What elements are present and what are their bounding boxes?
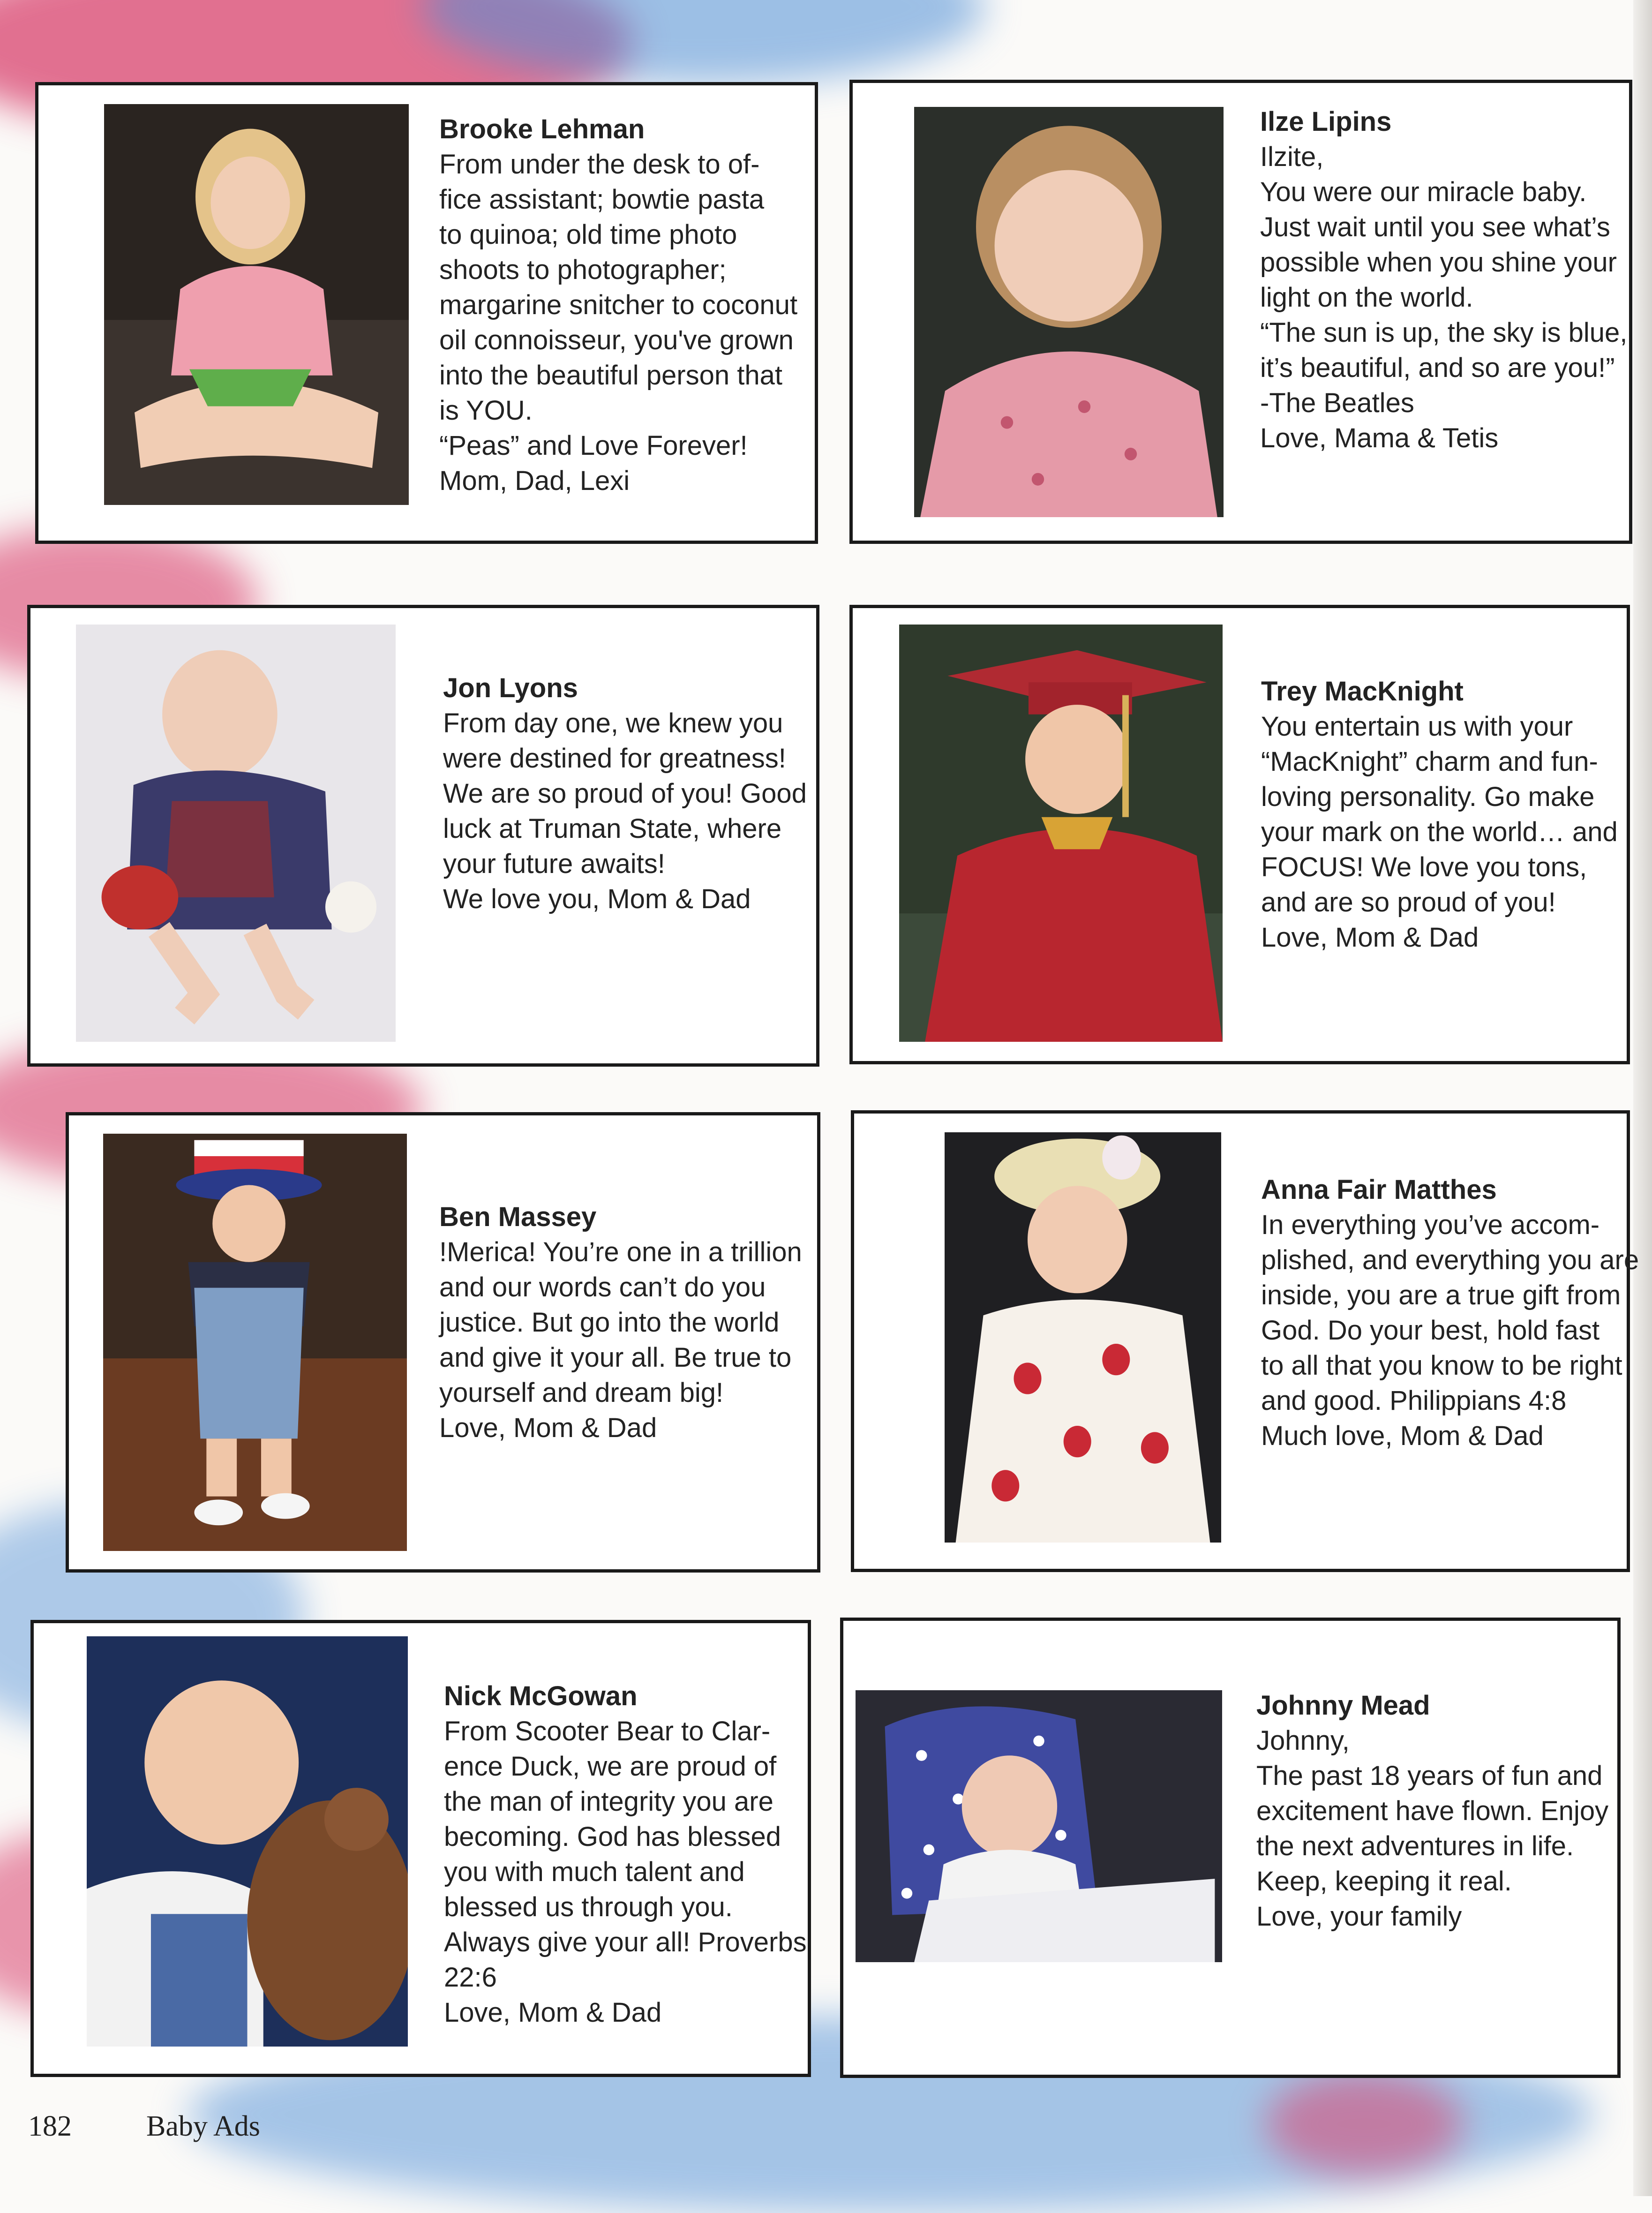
ad-line: plished, and everything you are (1261, 1245, 1639, 1275)
baby-photo (899, 625, 1223, 1042)
baby-photo (104, 104, 409, 505)
ad-line: to all that you know to be right (1261, 1350, 1622, 1381)
ad-line: “MacKnight” charm and fun- (1261, 746, 1598, 777)
ad-line: God. Do your best, hold fast (1261, 1315, 1600, 1346)
ad-line: Love, Mom & Dad (1261, 922, 1479, 953)
ad-line: From day one, we knew you (443, 708, 783, 738)
ad-line: and are so proud of you! (1261, 887, 1556, 918)
ad-line: Much love, Mom & Dad (1261, 1421, 1544, 1451)
ad-line: You entertain us with your (1261, 711, 1573, 742)
ad-line: possible when you shine your (1260, 247, 1617, 278)
ad-line: -The Beatles (1260, 388, 1414, 418)
ad-line: becoming. God has blessed (444, 1822, 781, 1852)
ad-line: blessed us through you. (444, 1892, 733, 1922)
ad-line: Just wait until you see what’s (1260, 212, 1610, 242)
ad-text (439, 1199, 802, 1445)
ad-line: From under the desk to of- (439, 149, 760, 180)
ad-line: shoots to photographer; (439, 255, 727, 285)
ad-line: into the beautiful person that (439, 360, 782, 391)
ad-text (1256, 1688, 1608, 1934)
ad-line: In everything you’ve accom- (1261, 1210, 1600, 1240)
ad-line: and give it your all. Be true to (439, 1342, 792, 1373)
ad-text (1261, 674, 1618, 955)
section-title: Baby Ads (146, 2110, 260, 2142)
ad-line: excitement have flown. Enjoy (1256, 1796, 1609, 1826)
ad-text (1261, 1172, 1639, 1453)
ad-line: inside, you are a true gift from (1261, 1280, 1621, 1310)
ad-line: We are so proud of you! Good (443, 778, 807, 809)
ad-name: Ben Massey (439, 1202, 597, 1232)
ad-name: Nick McGowan (444, 1681, 638, 1711)
ad-line: Love, your family (1256, 1901, 1462, 1932)
ad-name: Trey MacKnight (1261, 676, 1464, 707)
ad-name: Ilze Lipins (1260, 106, 1392, 137)
ad-line: Mom, Dad, Lexi (439, 466, 630, 496)
ad-line: and our words can’t do you (439, 1272, 766, 1302)
ad-name: Johnny Mead (1256, 1690, 1430, 1721)
ad-line: is YOU. (439, 395, 533, 426)
ad-line: Keep, keeping it real. (1256, 1866, 1512, 1897)
ad-line: you with much talent and (444, 1857, 745, 1887)
ad-name: Anna Fair Matthes (1261, 1174, 1497, 1205)
pink-splash (1266, 2072, 1463, 2175)
ad-line: !Merica! You’re one in a trillion (439, 1237, 802, 1267)
ad-line: ence Duck, we are proud of (444, 1751, 777, 1782)
ad-line: it’s beautiful, and so are you!” (1260, 353, 1615, 383)
ad-name: Jon Lyons (443, 673, 578, 703)
ad-line: FOCUS! We love you tons, (1261, 852, 1587, 882)
ad-text (443, 670, 807, 917)
ad-name: Brooke Lehman (439, 114, 645, 144)
ad-line: Johnny, (1256, 1725, 1350, 1756)
ad-text (444, 1679, 807, 2030)
ad-line: your mark on the world… and (1261, 817, 1618, 847)
ad-line: Always give your all! Proverbs (444, 1927, 807, 1957)
ad-line: justice. But go into the world (439, 1307, 780, 1338)
ad-line: were destined for greatness! (443, 743, 786, 774)
ad-line: You were our miracle baby. (1260, 177, 1587, 207)
ad-line: the man of integrity you are (444, 1786, 773, 1817)
ad-line: From Scooter Bear to Clar- (444, 1716, 771, 1746)
ad-line: margarine snitcher to coconut (439, 290, 798, 320)
baby-photo (914, 107, 1224, 517)
ad-line: We love you, Mom & Dad (443, 884, 751, 914)
ad-line: fice assistant; bowtie pasta (439, 184, 765, 215)
page-spine (1633, 0, 1652, 2196)
baby-photo (87, 1636, 408, 2047)
ad-line: light on the world. (1260, 282, 1473, 313)
ad-line: the next adventures in life. (1256, 1831, 1574, 1861)
ad-line: Love, Mama & Tetis (1260, 423, 1499, 453)
ad-line: your future awaits! (443, 849, 665, 879)
ad-text (439, 112, 797, 498)
ad-line: “The sun is up, the sky is blue, (1260, 317, 1628, 348)
ad-line: Love, Mom & Dad (439, 1413, 657, 1443)
baby-photo (856, 1690, 1222, 1962)
ad-line: The past 18 years of fun and (1256, 1761, 1603, 1791)
ad-line: Ilzite, (1260, 142, 1324, 172)
page-number: 182 (28, 2110, 72, 2142)
ad-line: “Peas” and Love Forever! (439, 430, 748, 461)
ad-line: 22:6 (444, 1962, 497, 1993)
ad-line: oil connoisseur, you've grown (439, 325, 794, 355)
baby-photo (76, 625, 396, 1042)
baby-photo (945, 1132, 1221, 1543)
ad-line: and good. Philippians 4:8 (1261, 1385, 1567, 1416)
baby-photo (103, 1134, 407, 1551)
ad-text (1260, 104, 1627, 456)
ad-line: luck at Truman State, where (443, 813, 782, 844)
ad-line: Love, Mom & Dad (444, 1997, 662, 2028)
ad-line: yourself and dream big! (439, 1377, 724, 1408)
ad-line: loving personality. Go make (1261, 782, 1595, 812)
ad-line: to quinoa; old time photo (439, 219, 737, 250)
